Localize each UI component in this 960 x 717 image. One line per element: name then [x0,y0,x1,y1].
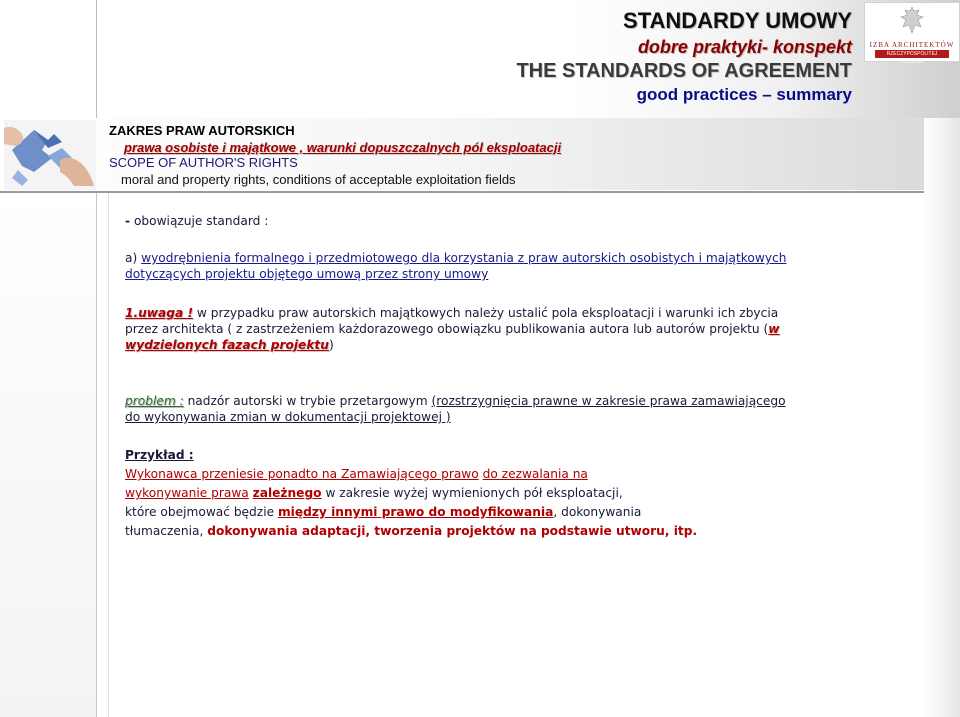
standard-line [125,214,268,228]
logo-text: IZBA ARCHITEKTÓW [869,41,955,49]
uwaga-text-3-end: ) [328,338,334,352]
example-line4 [125,524,697,538]
problem-text-1a: nadzór autorski w trybie przetargowym [187,394,428,408]
section-heading-en: SCOPE OF AUTHOR'S RIGHTS [109,155,298,170]
example-text-3a: które obejmować będzie [125,505,275,519]
standard-dash: - [125,214,131,228]
section-sub-pl: prawa osobiste i majątkowe , warunki dopuszczalnych pól eksploatacji [124,140,562,155]
right-gradient [924,118,960,717]
example-text-2c: w zakresie wyżej wymienionych pół eksploatacji, [325,486,623,500]
example-line1 [125,467,588,481]
logo-banner: RZECZYPOSPOLITEJ POLSKIEJ [875,50,949,58]
body-divider [96,193,97,717]
uwaga-text-2-end: w [768,322,780,336]
uwaga-text-2: przez architekta ( z zastrzeżeniem każdorazowego obowiązku publikowania autora lub autorów projektu ( [125,322,769,336]
item-a-prefix: a) [125,251,138,265]
title-en: THE STANDARDS OF AGREEMENT [516,60,852,82]
subtitle-pl: dobre praktyki- konspekt [637,37,852,57]
example-text-1b: do zezwalania na [482,467,588,481]
example-text-2a: wykonywanie prawa [125,486,249,500]
problem-line1 [125,394,786,408]
izba-architektow-logo [864,2,960,65]
example-text-4b: dokonywania adaptacji, tworzenia projektów na podstawie utworu, itp. [207,524,698,538]
body-divider-inner [108,193,109,717]
item-a-line2: dotyczących projektu objętego umową przez strony umowy [125,267,489,281]
section-heading-pl: ZAKRES PRAW AUTORSKICH [109,123,295,138]
section-band-line [0,191,960,193]
puzzle-hand-icon [4,120,96,190]
section-sub-en: moral and property rights, conditions of acceptable exploitation fields [121,172,516,187]
example-text-3c: , dokonywania [553,505,642,519]
problem-text-1b: (rozstrzygnięcia prawne w zakresie prawa zamawiającego [431,394,786,408]
example-label: Przykład : [125,448,194,462]
problem-label: problem : [125,394,184,408]
example-text-4a: tłumaczenia, [125,524,204,538]
problem-line2: do wykonywania zmian w dokumentacji projektowej ) [125,410,451,424]
subtitle-en: good practices – summary [636,85,852,104]
example-line2 [125,486,623,500]
left-margin [0,193,96,717]
item-a-text-1: wyodrębnienia formalnego i przedmiotowego dla korzystania z praw autorskich osobistych i majątkowych [141,251,787,265]
item-a-line1 [125,251,787,265]
uwaga-line1 [125,306,778,320]
eagle-emblem-icon [899,5,925,37]
example-line3 [125,505,641,519]
example-text-1a: Wykonawca przeniesie ponadto na Zamawiającego prawo [125,467,479,481]
header-divider [96,0,97,118]
uwaga-line3 [125,338,334,352]
uwaga-text-1: w przypadku praw autorskich majątkowych należy ustalić pola eksploatacji i warunki ich zbycia [196,306,779,320]
uwaga-line2 [125,322,780,336]
title-pl: STANDARDY UMOWY [623,8,852,33]
uwaga-text-3: wydzielonych fazach projektu [125,338,329,352]
example-text-3b: między innymi prawo do modyfikowania [277,505,554,519]
standard-label: obowiązuje standard : [133,214,269,228]
uwaga-label: 1.uwaga ! [125,306,194,320]
example-text-2b: zależnego [252,486,322,500]
